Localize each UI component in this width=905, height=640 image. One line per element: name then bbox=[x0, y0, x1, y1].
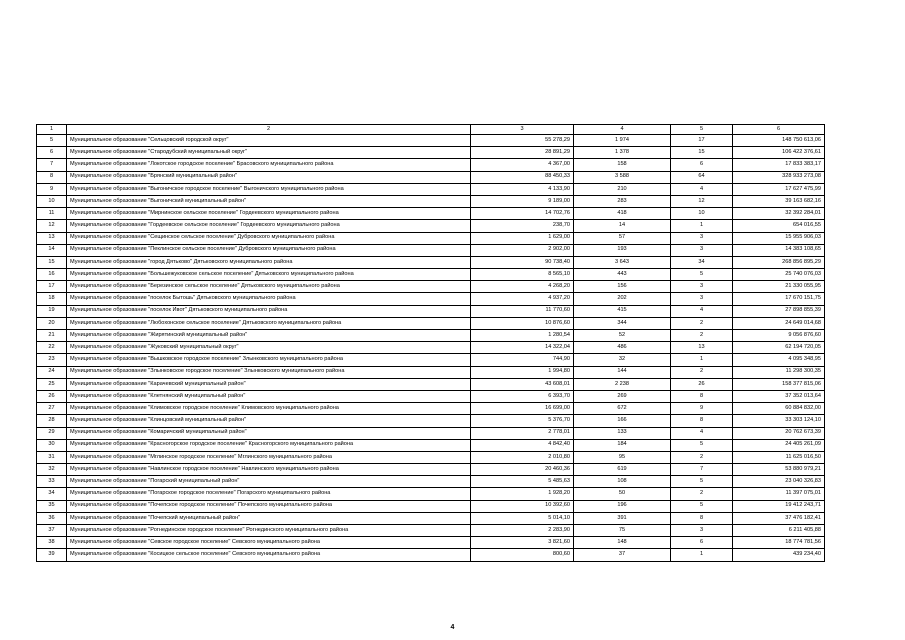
table-row bbox=[37, 354, 825, 366]
units-cell: 34 bbox=[671, 256, 733, 268]
entity-name-cell: Муниципальное образование "Выгоничское городское поселение" Выгоничского муниципального района bbox=[67, 183, 471, 195]
units-cell: 12 bbox=[671, 195, 733, 207]
amount-cell: 14 383 108,65 bbox=[733, 244, 825, 256]
entity-name-cell: Муниципальное образование "Большежуковское сельское поселение" Дятьковского муниципального района bbox=[67, 269, 471, 281]
table-row bbox=[37, 464, 825, 476]
count-cell: 57 bbox=[574, 232, 671, 244]
count-cell: 37 bbox=[574, 549, 671, 561]
area-cell: 9 189,00 bbox=[471, 195, 574, 207]
count-cell: 14 bbox=[574, 220, 671, 232]
page-number: 4 bbox=[450, 624, 455, 631]
count-cell: 2 238 bbox=[574, 378, 671, 390]
amount-cell: 24 649 014,68 bbox=[733, 317, 825, 329]
area-cell: 2 010,80 bbox=[471, 451, 574, 463]
amount-cell: 17 627 475,99 bbox=[733, 183, 825, 195]
row-number-cell: 23 bbox=[37, 354, 67, 366]
amount-cell: 19 412 243,71 bbox=[733, 500, 825, 512]
row-number-cell: 12 bbox=[37, 220, 67, 232]
row-number-cell: 15 bbox=[37, 256, 67, 268]
row-number-cell: 28 bbox=[37, 415, 67, 427]
units-cell: 17 bbox=[671, 135, 733, 147]
count-cell: 1 378 bbox=[574, 147, 671, 159]
area-cell: 4 133,90 bbox=[471, 183, 574, 195]
row-number-cell: 10 bbox=[37, 195, 67, 207]
units-cell: 3 bbox=[671, 525, 733, 537]
area-cell: 5 014,10 bbox=[471, 512, 574, 524]
entity-name-cell: Муниципальное образование "Косицкое сельское поселение" Севского муниципального района bbox=[67, 549, 471, 561]
amount-cell: 268 856 895,29 bbox=[733, 256, 825, 268]
row-number-cell: 7 bbox=[37, 159, 67, 171]
header-cell-1: 1 bbox=[37, 125, 67, 135]
row-number-cell: 27 bbox=[37, 403, 67, 415]
units-cell: 4 bbox=[671, 183, 733, 195]
table-row bbox=[37, 390, 825, 402]
row-number-cell: 31 bbox=[37, 451, 67, 463]
area-cell: 10 392,60 bbox=[471, 500, 574, 512]
count-cell: 672 bbox=[574, 403, 671, 415]
count-cell: 269 bbox=[574, 390, 671, 402]
amount-cell: 27 898 855,39 bbox=[733, 305, 825, 317]
entity-name-cell: Муниципальное образование "Брянский муниципальный район" bbox=[67, 171, 471, 183]
table-row bbox=[37, 488, 825, 500]
area-cell: 4 842,40 bbox=[471, 439, 574, 451]
row-number-cell: 17 bbox=[37, 281, 67, 293]
area-cell: 3 821,60 bbox=[471, 537, 574, 549]
entity-name-cell: Муниципальное образование "Погарский муниципальный район" bbox=[67, 476, 471, 488]
area-cell: 55 278,29 bbox=[471, 135, 574, 147]
units-cell: 8 bbox=[671, 512, 733, 524]
table-row bbox=[37, 403, 825, 415]
count-cell: 75 bbox=[574, 525, 671, 537]
table-row bbox=[37, 512, 825, 524]
row-number-cell: 19 bbox=[37, 305, 67, 317]
units-cell: 6 bbox=[671, 537, 733, 549]
amount-cell: 15 955 906,03 bbox=[733, 232, 825, 244]
count-cell: 32 bbox=[574, 354, 671, 366]
entity-name-cell: Муниципальное образование "Климовское городское поселение" Климовского муниципального района bbox=[67, 403, 471, 415]
table-row bbox=[37, 244, 825, 256]
entity-name-cell: Муниципальное образование "Мглинское городское поселение" Мглинского муниципального района bbox=[67, 451, 471, 463]
units-cell: 7 bbox=[671, 464, 733, 476]
entity-name-cell: Муниципальное образование "Погарское городское поселение" Погарского муниципального района bbox=[67, 488, 471, 500]
row-number-cell: 35 bbox=[37, 500, 67, 512]
row-number-cell: 39 bbox=[37, 549, 67, 561]
units-cell: 9 bbox=[671, 403, 733, 415]
count-cell: 619 bbox=[574, 464, 671, 476]
table-row bbox=[37, 171, 825, 183]
count-cell: 415 bbox=[574, 305, 671, 317]
row-number-cell: 11 bbox=[37, 208, 67, 220]
header-cell-6: 6 bbox=[733, 125, 825, 135]
amount-cell: 33 303 124,10 bbox=[733, 415, 825, 427]
entity-name-cell: Муниципальное образование "Севское городское поселение" Севского муниципального района bbox=[67, 537, 471, 549]
amount-cell: 11 397 075,01 bbox=[733, 488, 825, 500]
units-cell: 8 bbox=[671, 415, 733, 427]
count-cell: 193 bbox=[574, 244, 671, 256]
count-cell: 3 588 bbox=[574, 171, 671, 183]
table-row bbox=[37, 476, 825, 488]
count-cell: 202 bbox=[574, 293, 671, 305]
units-cell: 4 bbox=[671, 305, 733, 317]
row-number-cell: 22 bbox=[37, 342, 67, 354]
row-number-cell: 20 bbox=[37, 317, 67, 329]
units-cell: 8 bbox=[671, 390, 733, 402]
amount-cell: 158 377 815,06 bbox=[733, 378, 825, 390]
table-row bbox=[37, 500, 825, 512]
area-cell: 238,70 bbox=[471, 220, 574, 232]
row-number-cell: 16 bbox=[37, 269, 67, 281]
area-cell: 4 937,20 bbox=[471, 293, 574, 305]
table-row bbox=[37, 451, 825, 463]
amount-cell: 25 740 076,03 bbox=[733, 269, 825, 281]
row-number-cell: 30 bbox=[37, 439, 67, 451]
entity-name-cell: Муниципальное образование "Жирятинский муниципальный район" bbox=[67, 330, 471, 342]
entity-name-cell: Муниципальное образование "Почепское городское поселение" Почепского муниципального района bbox=[67, 500, 471, 512]
count-cell: 486 bbox=[574, 342, 671, 354]
entity-name-cell: Муниципальное образование "Выгоничский муниципальный район" bbox=[67, 195, 471, 207]
area-cell: 1 280,54 bbox=[471, 330, 574, 342]
units-cell: 15 bbox=[671, 147, 733, 159]
area-cell: 1 928,20 bbox=[471, 488, 574, 500]
row-number-cell: 38 bbox=[37, 537, 67, 549]
area-cell: 6 393,70 bbox=[471, 390, 574, 402]
units-cell: 1 bbox=[671, 354, 733, 366]
units-cell: 3 bbox=[671, 281, 733, 293]
table-row bbox=[37, 269, 825, 281]
area-cell: 4 367,00 bbox=[471, 159, 574, 171]
count-cell: 418 bbox=[574, 208, 671, 220]
count-cell: 344 bbox=[574, 317, 671, 329]
count-cell: 3 643 bbox=[574, 256, 671, 268]
row-number-cell: 5 bbox=[37, 135, 67, 147]
row-number-cell: 36 bbox=[37, 512, 67, 524]
area-cell: 5 376,70 bbox=[471, 415, 574, 427]
table-row bbox=[37, 342, 825, 354]
count-cell: 391 bbox=[574, 512, 671, 524]
table-row bbox=[37, 415, 825, 427]
area-cell: 2 778,01 bbox=[471, 427, 574, 439]
units-cell: 2 bbox=[671, 366, 733, 378]
entity-name-cell: Муниципальное образование "Стародубский муниципальный округ" bbox=[67, 147, 471, 159]
count-cell: 148 bbox=[574, 537, 671, 549]
entity-name-cell: Муниципальное образование "Жуковский муниципальный округ" bbox=[67, 342, 471, 354]
table-header-row bbox=[37, 125, 825, 135]
entity-name-cell: Муниципальное образование "Вышковское городское поселение" Злынковского муниципального района bbox=[67, 354, 471, 366]
units-cell: 1 bbox=[671, 549, 733, 561]
amount-cell: 39 163 682,16 bbox=[733, 195, 825, 207]
row-number-cell: 14 bbox=[37, 244, 67, 256]
table-row bbox=[37, 330, 825, 342]
header-cell-2: 2 bbox=[67, 125, 471, 135]
row-number-cell: 26 bbox=[37, 390, 67, 402]
area-cell: 2 902,00 bbox=[471, 244, 574, 256]
amount-cell: 328 933 273,08 bbox=[733, 171, 825, 183]
amount-cell: 24 405 261,09 bbox=[733, 439, 825, 451]
amount-cell: 62 194 720,05 bbox=[733, 342, 825, 354]
table-row bbox=[37, 525, 825, 537]
units-cell: 1 bbox=[671, 220, 733, 232]
count-cell: 196 bbox=[574, 500, 671, 512]
municipal-data-table bbox=[36, 124, 825, 562]
table-row bbox=[37, 232, 825, 244]
amount-cell: 4 095 348,95 bbox=[733, 354, 825, 366]
row-number-cell: 34 bbox=[37, 488, 67, 500]
entity-name-cell: Муниципальное образование "Карачевский муниципальный район" bbox=[67, 378, 471, 390]
count-cell: 184 bbox=[574, 439, 671, 451]
row-number-cell: 6 bbox=[37, 147, 67, 159]
units-cell: 13 bbox=[671, 342, 733, 354]
amount-cell: 37 352 013,64 bbox=[733, 390, 825, 402]
entity-name-cell: Муниципальное образование "Сещинское сельское поселение" Дубровского муниципального района bbox=[67, 232, 471, 244]
entity-name-cell: Муниципальное образование "Клинцовский муниципальный район" bbox=[67, 415, 471, 427]
amount-cell: 11 625 016,50 bbox=[733, 451, 825, 463]
count-cell: 144 bbox=[574, 366, 671, 378]
row-number-cell: 33 bbox=[37, 476, 67, 488]
units-cell: 5 bbox=[671, 500, 733, 512]
table-row bbox=[37, 281, 825, 293]
area-cell: 11 770,60 bbox=[471, 305, 574, 317]
amount-cell: 106 422 376,61 bbox=[733, 147, 825, 159]
count-cell: 283 bbox=[574, 195, 671, 207]
entity-name-cell: Муниципальное образование "Гордеевское сельское поселение" Гордеевского муниципального района bbox=[67, 220, 471, 232]
area-cell: 16 699,00 bbox=[471, 403, 574, 415]
entity-name-cell: Муниципальное образование "Почепский муниципальный район" bbox=[67, 512, 471, 524]
units-cell: 5 bbox=[671, 269, 733, 281]
entity-name-cell: Муниципальное образование "Рогнединское городское поселение" Рогнединского муниципального района bbox=[67, 525, 471, 537]
area-cell: 1 629,00 bbox=[471, 232, 574, 244]
entity-name-cell: Муниципальное образование "Навлинское городское поселение" Навлинского муниципального района bbox=[67, 464, 471, 476]
area-cell: 10 876,60 bbox=[471, 317, 574, 329]
entity-name-cell: Муниципальное образование "Красногорское городское поселение" Красногорского муниципального района bbox=[67, 439, 471, 451]
row-number-cell: 18 bbox=[37, 293, 67, 305]
amount-cell: 60 884 832,00 bbox=[733, 403, 825, 415]
count-cell: 95 bbox=[574, 451, 671, 463]
area-cell: 4 268,20 bbox=[471, 281, 574, 293]
entity-name-cell: Муниципальное образование "Клетнянский муниципальный район" bbox=[67, 390, 471, 402]
units-cell: 2 bbox=[671, 330, 733, 342]
area-cell: 28 891,29 bbox=[471, 147, 574, 159]
area-cell: 800,60 bbox=[471, 549, 574, 561]
units-cell: 2 bbox=[671, 317, 733, 329]
count-cell: 1 974 bbox=[574, 135, 671, 147]
area-cell: 14 702,76 bbox=[471, 208, 574, 220]
entity-name-cell: Муниципальное образование "Злынковское городское поселение" Злынковского муниципального района bbox=[67, 366, 471, 378]
units-cell: 3 bbox=[671, 293, 733, 305]
units-cell: 2 bbox=[671, 488, 733, 500]
table-row bbox=[37, 549, 825, 561]
amount-cell: 17 670 151,75 bbox=[733, 293, 825, 305]
amount-cell: 11 298 300,35 bbox=[733, 366, 825, 378]
units-cell: 3 bbox=[671, 244, 733, 256]
table-row bbox=[37, 305, 825, 317]
row-number-cell: 29 bbox=[37, 427, 67, 439]
units-cell: 6 bbox=[671, 159, 733, 171]
table-row bbox=[37, 439, 825, 451]
count-cell: 50 bbox=[574, 488, 671, 500]
table-row bbox=[37, 293, 825, 305]
row-number-cell: 24 bbox=[37, 366, 67, 378]
entity-name-cell: Муниципальное образование "поселок Бытошь" Дятьковского муниципального района bbox=[67, 293, 471, 305]
area-cell: 744,90 bbox=[471, 354, 574, 366]
entity-name-cell: Муниципальное образование "Пеклинское сельское поселение" Дубровского муниципального района bbox=[67, 244, 471, 256]
entity-name-cell: Муниципальное образование "город Дятьково" Дятьковского муниципального района bbox=[67, 256, 471, 268]
amount-cell: 17 833 383,17 bbox=[733, 159, 825, 171]
amount-cell: 53 880 979,21 bbox=[733, 464, 825, 476]
units-cell: 5 bbox=[671, 476, 733, 488]
amount-cell: 32 392 284,01 bbox=[733, 208, 825, 220]
units-cell: 4 bbox=[671, 427, 733, 439]
amount-cell: 18 774 781,56 bbox=[733, 537, 825, 549]
units-cell: 3 bbox=[671, 232, 733, 244]
header-cell-3: 3 bbox=[471, 125, 574, 135]
area-cell: 2 283,90 bbox=[471, 525, 574, 537]
count-cell: 166 bbox=[574, 415, 671, 427]
amount-cell: 654 016,55 bbox=[733, 220, 825, 232]
area-cell: 20 460,36 bbox=[471, 464, 574, 476]
row-number-cell: 8 bbox=[37, 171, 67, 183]
area-cell: 8 565,10 bbox=[471, 269, 574, 281]
table-row bbox=[37, 317, 825, 329]
count-cell: 443 bbox=[574, 269, 671, 281]
entity-name-cell: Муниципальное образование "Локотское городское поселение" Брасовского муниципального района bbox=[67, 159, 471, 171]
table-row bbox=[37, 183, 825, 195]
amount-cell: 20 762 673,39 bbox=[733, 427, 825, 439]
amount-cell: 439 234,40 bbox=[733, 549, 825, 561]
units-cell: 2 bbox=[671, 451, 733, 463]
amount-cell: 23 040 326,83 bbox=[733, 476, 825, 488]
table-row bbox=[37, 366, 825, 378]
area-cell: 14 322,04 bbox=[471, 342, 574, 354]
amount-cell: 37 476 182,41 bbox=[733, 512, 825, 524]
table-row bbox=[37, 537, 825, 549]
units-cell: 64 bbox=[671, 171, 733, 183]
count-cell: 158 bbox=[574, 159, 671, 171]
table-row bbox=[37, 378, 825, 390]
row-number-cell: 37 bbox=[37, 525, 67, 537]
count-cell: 210 bbox=[574, 183, 671, 195]
table-row bbox=[37, 159, 825, 171]
count-cell: 52 bbox=[574, 330, 671, 342]
count-cell: 108 bbox=[574, 476, 671, 488]
units-cell: 10 bbox=[671, 208, 733, 220]
row-number-cell: 25 bbox=[37, 378, 67, 390]
area-cell: 5 485,63 bbox=[471, 476, 574, 488]
entity-name-cell: Муниципальное образование "Березинское сельское поселение" Дятьковского муниципального района bbox=[67, 281, 471, 293]
table-row bbox=[37, 427, 825, 439]
row-number-cell: 21 bbox=[37, 330, 67, 342]
table-row bbox=[37, 220, 825, 232]
entity-name-cell: Муниципальное образование "Комаричский муниципальный район" bbox=[67, 427, 471, 439]
entity-name-cell: Муниципальное образование "Мирнинское сельское поселение" Гордеевского муниципального района bbox=[67, 208, 471, 220]
row-number-cell: 9 bbox=[37, 183, 67, 195]
header-cell-5: 5 bbox=[671, 125, 733, 135]
row-number-cell: 13 bbox=[37, 232, 67, 244]
area-cell: 43 608,01 bbox=[471, 378, 574, 390]
amount-cell: 6 211 405,88 bbox=[733, 525, 825, 537]
table-row bbox=[37, 256, 825, 268]
table-row bbox=[37, 147, 825, 159]
amount-cell: 9 056 876,60 bbox=[733, 330, 825, 342]
header-cell-4: 4 bbox=[574, 125, 671, 135]
table-row bbox=[37, 135, 825, 147]
area-cell: 90 738,40 bbox=[471, 256, 574, 268]
entity-name-cell: Муниципальное образование "Любохонское сельское поселение" Дятьковского муниципального района bbox=[67, 317, 471, 329]
row-number-cell: 32 bbox=[37, 464, 67, 476]
table-row bbox=[37, 195, 825, 207]
area-cell: 88 450,33 bbox=[471, 171, 574, 183]
amount-cell: 148 750 613,06 bbox=[733, 135, 825, 147]
table-row bbox=[37, 208, 825, 220]
area-cell: 1 994,80 bbox=[471, 366, 574, 378]
amount-cell: 21 330 055,95 bbox=[733, 281, 825, 293]
entity-name-cell: Муниципальное образование "Сельцовский городской округ" bbox=[67, 135, 471, 147]
count-cell: 133 bbox=[574, 427, 671, 439]
units-cell: 26 bbox=[671, 378, 733, 390]
count-cell: 156 bbox=[574, 281, 671, 293]
units-cell: 5 bbox=[671, 439, 733, 451]
entity-name-cell: Муниципальное образование "поселок Ивот" Дятьковского муниципального района bbox=[67, 305, 471, 317]
